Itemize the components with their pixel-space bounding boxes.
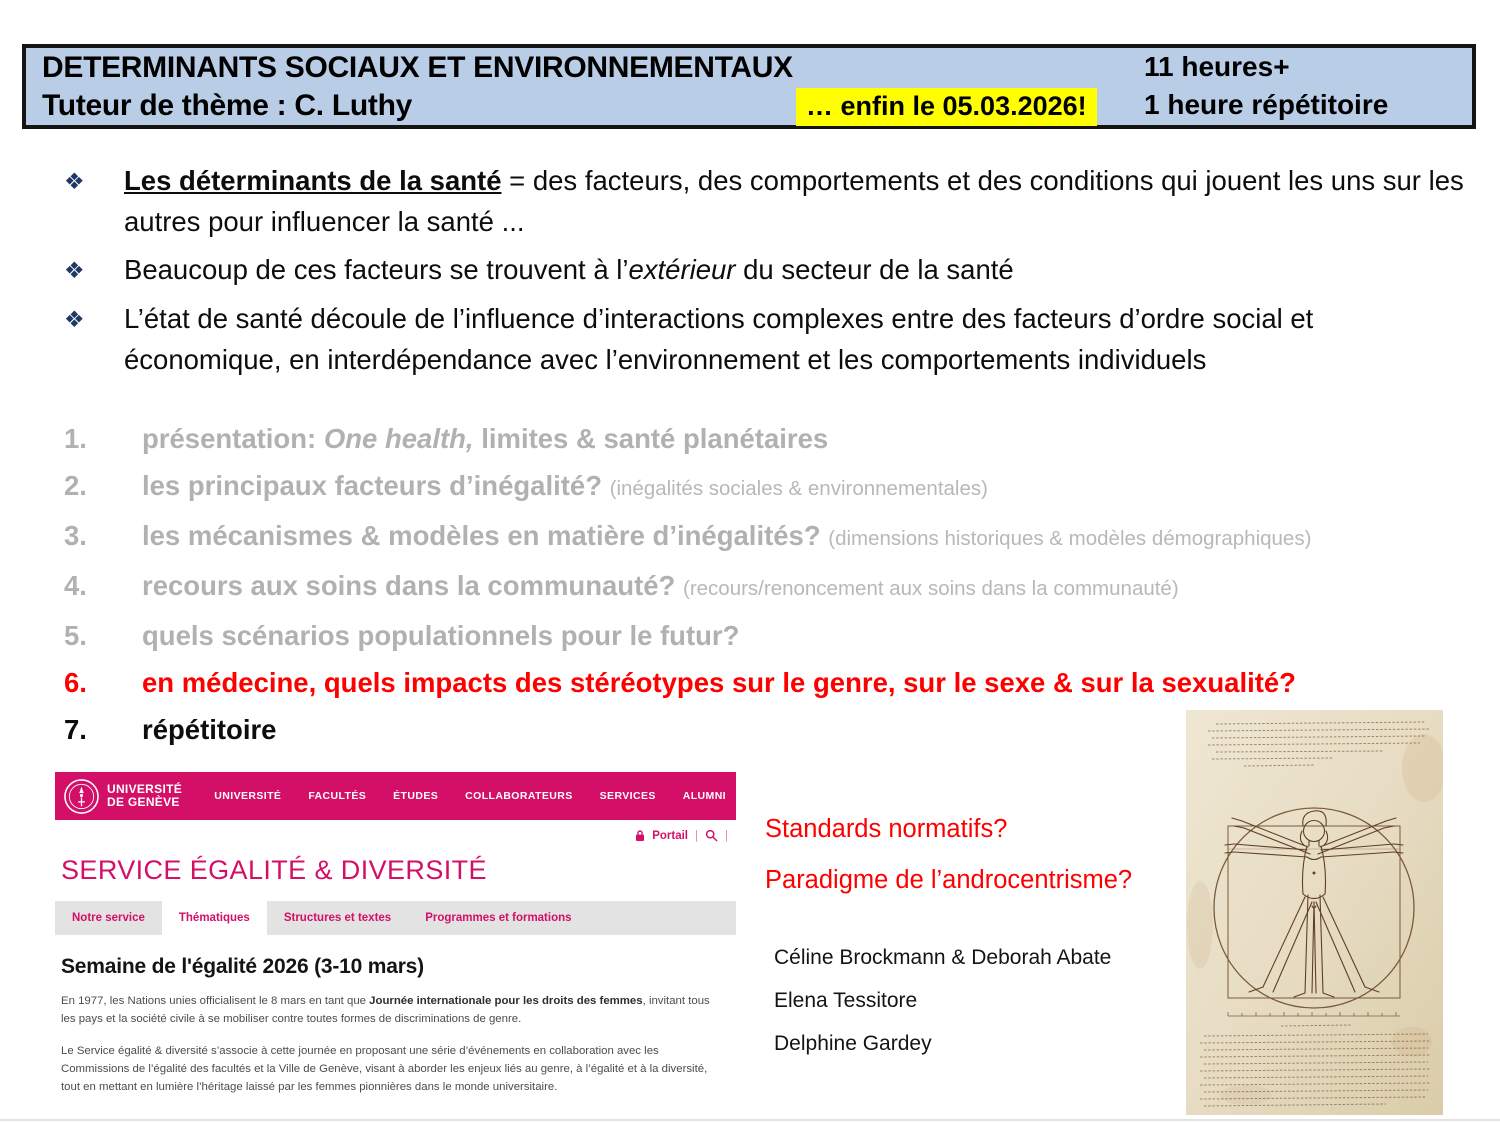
agenda-item-3 [64, 519, 1476, 555]
separator: | [725, 829, 728, 842]
tab-structures-et-textes[interactable]: Structures et textes [283, 912, 392, 924]
article-paragraph-2: Le Service égalité & diversité s’associe à cette journée en proposant une série d’événements en collaboration avec les Commissions de l’égalité des facultés et la Ville de Genève, visant à aborder les enjeux liés au genre, à l’égalité et à la diversité, tout en mettant en lumière l’héritage laissé par les femmes pionnières dans le monde universitaire. [61, 1044, 708, 1093]
bullet-item [64, 160, 1472, 242]
bullet-lead-underlined: Les déterminants de la santé [124, 165, 502, 196]
unige-seal-icon [63, 778, 100, 815]
tutor-line: Tuteur de thème : C. Luthy [42, 89, 412, 122]
agenda-item-5 [64, 619, 1476, 652]
bottom-divider [0, 1119, 1500, 1121]
bullet-rest: = des facteurs, des comportements et des conditions qui jouent les uns sur les autres pour influencer la santé ... [124, 165, 1464, 237]
nav-item-facultes[interactable]: FACULTÉS [308, 790, 367, 802]
bullet-item [64, 298, 1472, 380]
nav-item-universite[interactable]: UNIVERSITÉ [214, 790, 282, 802]
nav-item-alumni[interactable]: ALUMNI [682, 790, 726, 802]
p1-pre: En 1977, les Nations unies officialisent le 8 mars en tant que [61, 995, 370, 1007]
article-title: Semaine de l'égalité 2026 (3-10 mars) [61, 955, 424, 978]
annotation-question-2: Paradigme de l’androcentrisme? [765, 866, 1133, 894]
unige-website-screenshot [55, 772, 736, 1094]
tab-thematiques[interactable]: Thématiques [162, 901, 267, 935]
separator: | [695, 829, 698, 842]
annotation-question-1: Standards normatifs? [765, 815, 1008, 843]
unige-logo[interactable] [55, 778, 182, 815]
agenda-text: répétitoire [142, 714, 277, 745]
definition-bullets [64, 160, 1472, 387]
agenda-number: 7. [64, 714, 87, 745]
course-title: DETERMINANTS SOCIAUX ET ENVIRONNEMENTAUX [42, 51, 793, 84]
agenda-note: (recours/renoncement aux soins dans la communauté) [683, 577, 1179, 600]
agenda-number: 3. [64, 520, 87, 551]
tab-notre-service[interactable]: Notre service [72, 912, 145, 924]
agenda-number: 6. [64, 667, 87, 698]
nav-item-services[interactable]: SERVICES [599, 790, 656, 802]
bullet-text [124, 249, 1472, 291]
search-icon[interactable] [705, 829, 718, 842]
agenda-text: en médecine, quels impacts des stéréotypes sur le genre, sur le sexe & sur la sexualité? [142, 667, 1296, 698]
agenda-italic: One health, [323, 423, 474, 454]
unige-logo-text [107, 783, 182, 809]
agenda-item-1 [64, 422, 1476, 455]
agenda-text [142, 569, 1476, 605]
bullet-text [124, 160, 1472, 242]
agenda-number: 2. [64, 470, 87, 501]
nav-item-collaborateurs[interactable]: COLLABORATEURS [465, 790, 573, 802]
speaker-name-3: Delphine Gardey [774, 1032, 932, 1055]
bullet-post: du secteur de la santé [735, 254, 1014, 285]
hours-line2: 1 heure répétitoire [1144, 89, 1389, 120]
bullet-item [64, 249, 1472, 291]
agenda-text [142, 519, 1476, 555]
portal-link[interactable]: Portail [652, 829, 688, 842]
agenda-text: quels scénarios populationnels pour le futur? [142, 620, 740, 651]
vitruvian-man-image [1186, 710, 1443, 1115]
diamond-bullet-icon: ❖ [64, 168, 85, 194]
nav-item-etudes[interactable]: ÉTUDES [393, 790, 439, 802]
tab-programmes-et-formations[interactable]: Programmes et formations [425, 912, 572, 924]
portal-row [55, 820, 736, 842]
bullet-text: L’état de santé découle de l’influence d’interactions complexes entre des facteurs d’ordre social et économique, en interdépendance avec l’environnement et les comportements individuels [124, 303, 1314, 375]
unige-nav [214, 772, 726, 820]
article-paragraph-1 [61, 992, 727, 1029]
speaker-name-1: Céline Brockmann & Deborah Abate [774, 946, 1112, 969]
agenda-text [142, 422, 1476, 455]
service-page-title: SERVICE ÉGALITÉ & DIVERSITÉ [61, 855, 487, 885]
diamond-bullet-icon: ❖ [64, 257, 85, 283]
p1-post: , invitant tous les pays et la société civile à se mobiliser contre toutes formes de discriminations de genre. [61, 995, 710, 1026]
unige-top-bar [55, 772, 736, 820]
lock-icon [635, 829, 645, 842]
agenda-note: (inégalités sociales & environnementales) [609, 477, 988, 500]
agenda-pre: présentation: [142, 423, 324, 454]
agenda-item-4 [64, 569, 1476, 605]
unige-logo-line2: DE GENÈVE [107, 795, 180, 809]
bullet-pre: Beaucoup de ces facteurs se trouvent à l’ [124, 254, 629, 285]
agenda-text [142, 469, 1476, 505]
bullet-italic: extérieur [628, 254, 736, 285]
agenda-number: 4. [64, 570, 87, 601]
site-tab-bar [55, 901, 736, 935]
vitruvian-man-drawing [1186, 710, 1443, 1115]
agenda-post: limites & santé planétaires [473, 423, 829, 454]
agenda-number: 1. [64, 423, 87, 454]
speaker-name-2: Elena Tessitore [774, 989, 918, 1012]
header-banner [22, 44, 1476, 129]
diamond-bullet-icon: ❖ [64, 306, 85, 332]
agenda-main: les mécanismes & modèles en matière d’inégalités? [142, 520, 829, 551]
agenda-item-6 [64, 666, 1476, 699]
agenda-number: 5. [64, 620, 87, 651]
agenda-main: les principaux facteurs d’inégalité? [142, 470, 610, 501]
agenda-note: (dimensions historiques & modèles démographiques) [828, 527, 1312, 550]
p1-bold: Journée internationale pour les droits des femmes [369, 995, 643, 1007]
hours-line1: 11 heures+ [1144, 51, 1290, 82]
agenda-main: recours aux soins dans la communauté? [142, 570, 683, 601]
date-highlight: … enfin le 05.03.2026! [796, 88, 1097, 126]
agenda-item-2 [64, 469, 1476, 505]
unige-logo-line1: UNIVERSITÉ [107, 782, 183, 796]
